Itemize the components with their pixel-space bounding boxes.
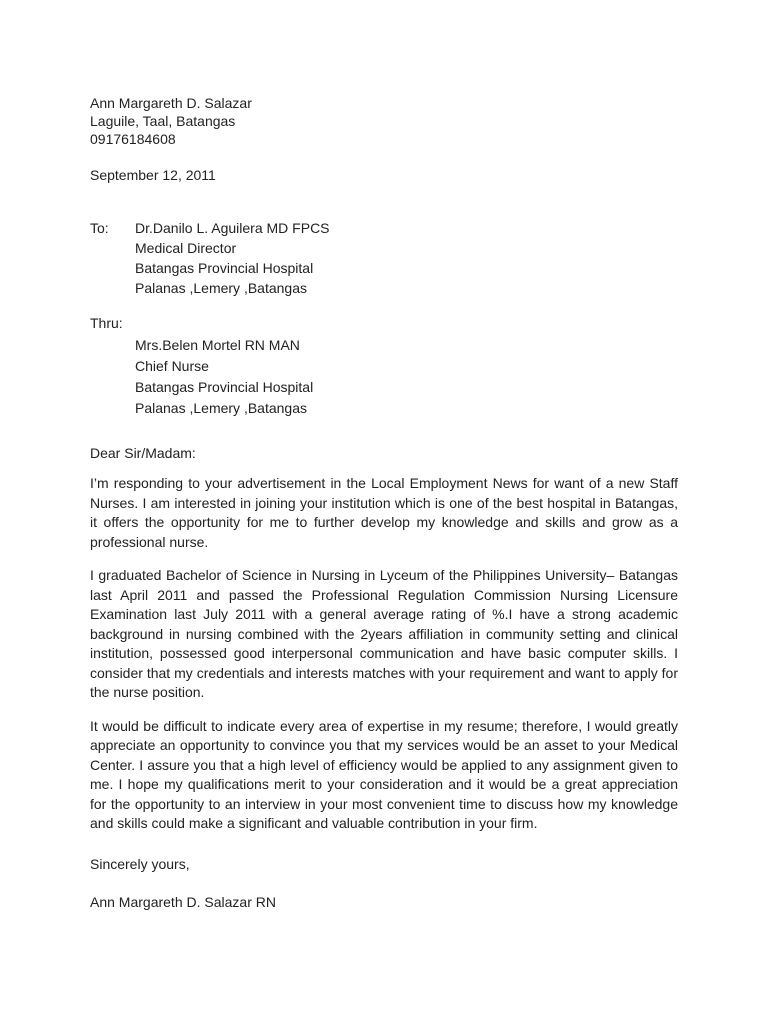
- signature-name: Ann Margareth D. Salazar RN: [90, 893, 276, 910]
- recipient-address: [135, 218, 330, 298]
- recipient-line: Batangas Provincial Hospital: [135, 260, 314, 276]
- recipient-line: Dr.Danilo L. Aguilera MD FPCS: [135, 220, 330, 236]
- sender-name: Ann Margareth D. Salazar: [90, 95, 252, 111]
- letter-body: [90, 94, 678, 911]
- body-paragraph: It would be difficult to indicate every area of expertise in my resume; therefore, I would greatly appreciate an opportunity to convince you that my services would be an asset to your Medical Center. I assure you that a high level of efficiency would be applied to any assignment given to me. I hope my qualifications merit to your consideration and it would be a great appreciation for the opportunity to an interview in your most convenient time to discuss how my knowledge and skills could make a significant and valuable contribution in your firm.: [90, 717, 678, 831]
- thru-line: Palanas ,Lemery ,Batangas: [135, 400, 307, 416]
- letter-date: September 12, 2011: [90, 167, 216, 183]
- body-paragraph: I graduated Bachelor of Science in Nursing in Lyceum of the Philippines University– Batangas last April 2011 and passed the Professional Regulation Commission Nursing Licensure Examination last July 2011 with a general average rating of %.I have a strong academic background in nursing combined with the 2years affiliation in community setting and clinical institution, possessed good interpersonal communication and have basic computer skills. I consider that my credentials and interests matches with your requirement and want to apply for the nurse position.: [90, 567, 678, 700]
- thru-line: Mrs.Belen Mortel RN MAN: [135, 337, 300, 353]
- sender-block: [90, 94, 678, 148]
- thru-line: Batangas Provincial Hospital: [135, 379, 314, 395]
- closing: Sincerely yours,: [90, 855, 190, 872]
- body-paragraph: I’m responding to your advertisement in the Local Employment News for want of a new Staff Nurses. I am interested in joining your institution which is one of the best hospital in Batangas, it offers the opportunity for me to further develop my knowledge and skills and grow as a professional nurse.: [90, 475, 678, 550]
- salutation: Dear Sir/Madam:: [90, 445, 196, 461]
- thru-label: Thru:: [90, 315, 123, 331]
- recipient-line: Palanas ,Lemery ,Batangas: [135, 280, 307, 296]
- sender-address: Laguile, Taal, Batangas: [90, 113, 236, 129]
- thru-line: Chief Nurse: [135, 358, 209, 374]
- to-label: To:: [90, 220, 109, 236]
- thru-address: [135, 335, 678, 419]
- sender-phone: 09176184608: [90, 131, 176, 147]
- recipient-block: [90, 218, 678, 298]
- recipient-line: Medical Director: [135, 240, 237, 256]
